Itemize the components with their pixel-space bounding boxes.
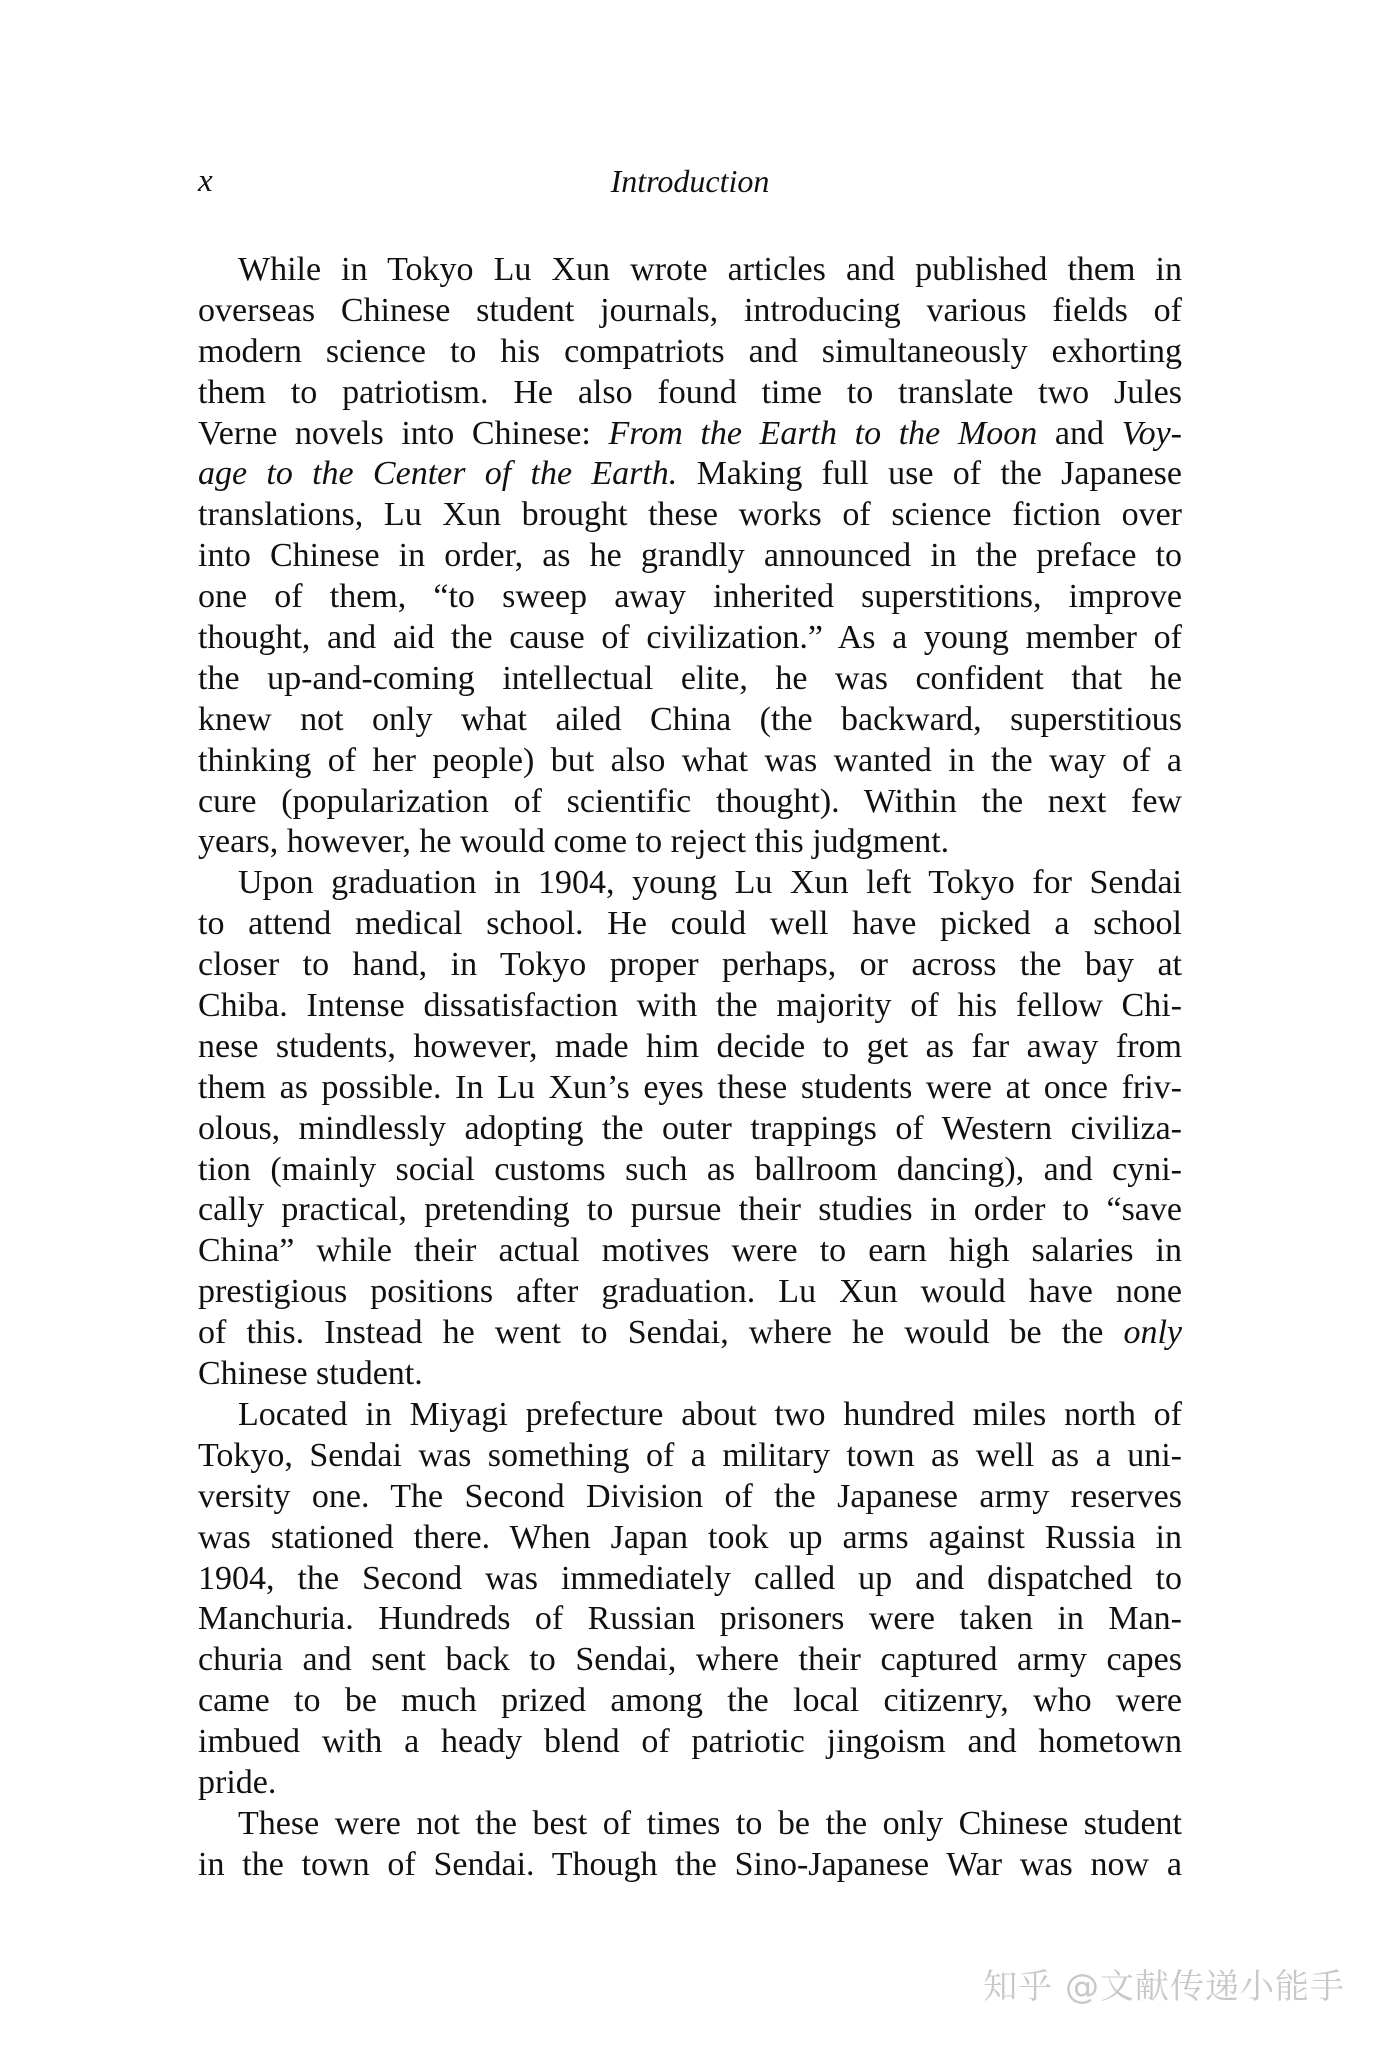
- text-line: cure (popularization of scientific thought). Within the next few: [198, 782, 1182, 820]
- page-header: [198, 158, 1182, 204]
- text-run: Making full use of the Japanese: [677, 455, 1182, 493]
- text-line: them as possible. In Lu Xun’s eyes these students were at once friv-: [198, 1068, 1182, 1106]
- text-line: into Chinese in order, as he grandly announced in the preface to: [198, 537, 1182, 575]
- text-line: Tokyo, Sendai was something of a military town as well as a uni-: [198, 1436, 1182, 1474]
- text-line: [198, 414, 1182, 455]
- text-line: in the town of Sendai. Though the Sino-Japanese War was now a: [198, 1845, 1182, 1883]
- running-head: Introduction: [610, 163, 770, 199]
- text-line: Chinese student.: [198, 1355, 423, 1393]
- text-line: Upon graduation in 1904, young Lu Xun left Tokyo for Sendai: [238, 864, 1182, 902]
- text-line: versity one. The Second Division of the Japanese army reserves: [198, 1477, 1182, 1515]
- text-line: was stationed there. When Japan took up arms against Russia in: [198, 1518, 1182, 1556]
- text-line: pride.: [198, 1763, 277, 1801]
- text-line: knew not only what ailed China (the backward, superstitious: [198, 700, 1182, 738]
- text-line: nese students, however, made him decide to get as far away from: [198, 1027, 1182, 1065]
- text-line: overseas Chinese student journals, introducing various fields of: [198, 291, 1182, 329]
- text-line: years, however, he would come to reject this judgment.: [198, 823, 950, 861]
- text-line: 1904, the Second was immediately called up and dispatched to: [198, 1559, 1182, 1597]
- page-number: x: [198, 163, 213, 199]
- text-run: of this. Instead he went to Sendai, where he would be the: [198, 1314, 1124, 1352]
- text-line: China” while their actual motives were to earn high salaries in: [198, 1232, 1182, 1270]
- italic-text: From the Earth to the Moon: [608, 414, 1038, 452]
- text-line: imbued with a heady blend of patriotic jingoism and hometown: [198, 1723, 1182, 1761]
- text-line: to attend medical school. He could well have picked a school: [198, 905, 1182, 943]
- text-line: Located in Miyagi prefecture about two hundred miles north of: [238, 1395, 1182, 1433]
- text-line: modern science to his compatriots and simultaneously exhorting: [198, 332, 1182, 370]
- text-line: Chiba. Intense dissatisfaction with the majority of his fellow Chi-: [198, 987, 1182, 1025]
- text-line: them to patriotism. He also found time to translate two Jules: [198, 373, 1182, 411]
- text-line: Manchuria. Hundreds of Russian prisoners were taken in Man-: [198, 1600, 1182, 1638]
- text-line: came to be much prized among the local citizenry, who were: [198, 1682, 1182, 1720]
- text-line: tion (mainly social customs such as ballroom dancing), and cyni-: [198, 1150, 1182, 1188]
- text-line: churia and sent back to Sendai, where their captured army capes: [198, 1641, 1182, 1679]
- watermark: 知乎 @文献传递小能手: [983, 1967, 1345, 2007]
- text-line: thinking of her people) but also what was wanted in the way of a: [198, 741, 1182, 779]
- text-run: Verne novels into Chinese:: [198, 414, 609, 452]
- text-line: [198, 1313, 1182, 1354]
- text-line: closer to hand, in Tokyo proper perhaps, or across the bay at: [198, 946, 1182, 984]
- text-line: thought, and aid the cause of civilization.” As a young member of: [198, 619, 1182, 657]
- italic-text: Voy-: [1121, 414, 1182, 452]
- text-line: These were not the best of times to be the only Chinese student: [238, 1804, 1182, 1842]
- text-line: olous, mindlessly adopting the outer trappings of Western civiliza-: [198, 1109, 1182, 1147]
- text-line: one of them, “to sweep away inherited superstitions, improve: [198, 578, 1182, 616]
- text-line: While in Tokyo Lu Xun wrote articles and published them in: [238, 251, 1182, 288]
- text-line: prestigious positions after graduation. Lu Xun would have none: [198, 1273, 1182, 1311]
- text-line: the up-and-coming intellectual elite, he was confident that he: [198, 659, 1182, 697]
- text-run: and: [1037, 414, 1122, 452]
- text-line: cally practical, pretending to pursue their studies in order to “save: [198, 1191, 1182, 1229]
- text-line: [198, 454, 1182, 495]
- body-text: [198, 250, 1182, 1886]
- text-line: translations, Lu Xun brought these works of science fiction over: [198, 496, 1182, 534]
- italic-text: age to the Center of the Earth.: [198, 455, 678, 493]
- italic-text: only: [1123, 1314, 1182, 1352]
